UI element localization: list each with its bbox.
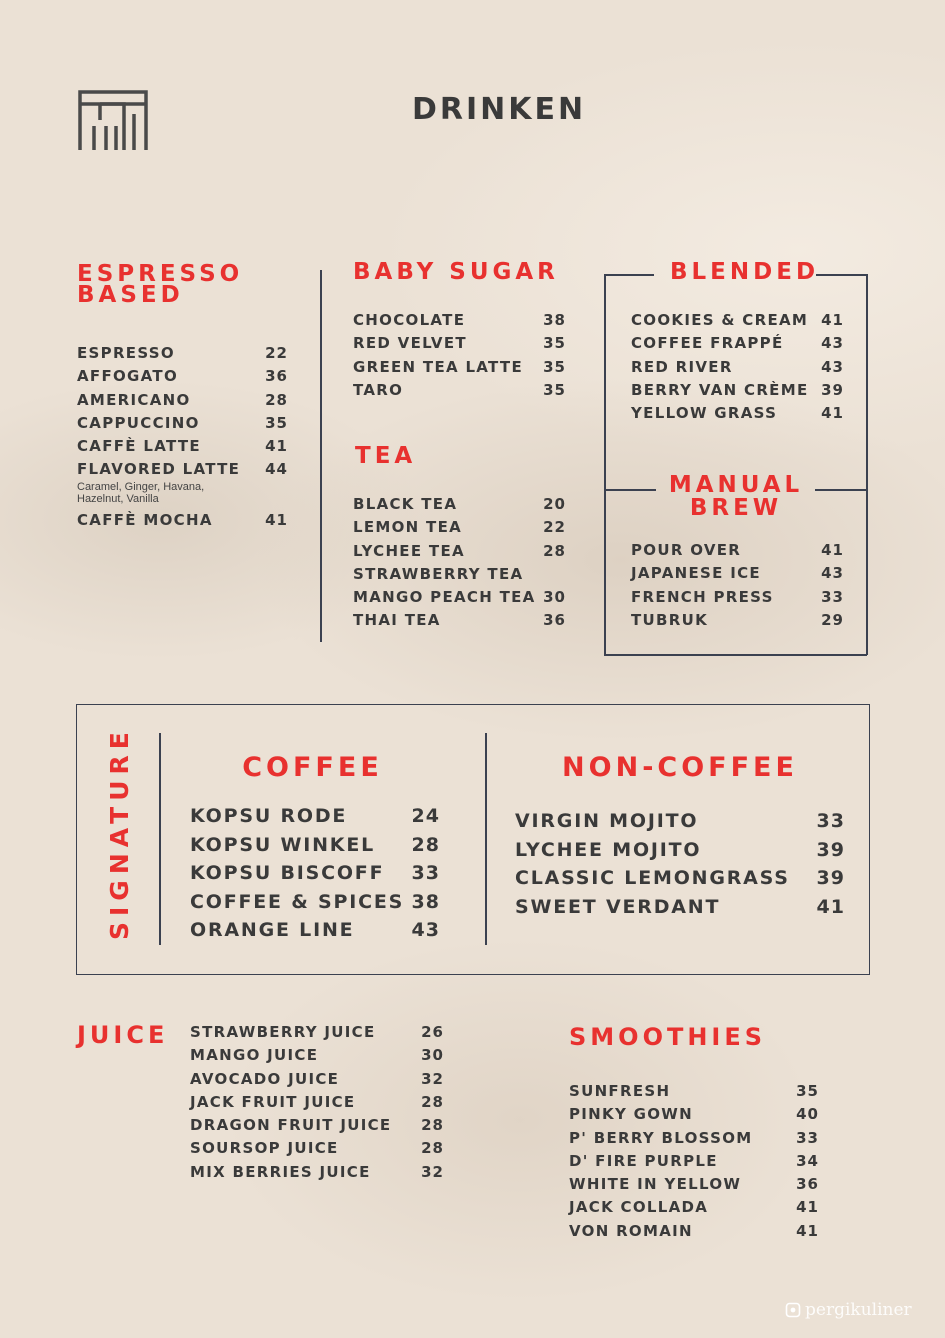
manual-brew-title-line1: MANUAL bbox=[668, 472, 804, 498]
item-name: ORANGE LINE bbox=[190, 919, 355, 941]
baby-sugar-list bbox=[353, 309, 566, 402]
item-price: 36 bbox=[543, 611, 566, 630]
item-price: 33 bbox=[821, 587, 844, 606]
menu-item bbox=[77, 458, 288, 481]
menu-item bbox=[190, 916, 440, 945]
menu-item bbox=[353, 332, 566, 355]
menu-item bbox=[190, 831, 440, 860]
item-name: TUBRUK bbox=[631, 610, 708, 629]
item-name: PINKY GOWN bbox=[569, 1105, 693, 1124]
menu-item bbox=[353, 516, 566, 539]
baby-sugar-title: BABY SUGAR bbox=[353, 259, 559, 285]
item-price: 32 bbox=[421, 1162, 444, 1181]
item-name: P' BERRY BLOSSOM bbox=[569, 1128, 753, 1147]
menu-item bbox=[515, 893, 845, 922]
item-price: 41 bbox=[796, 1198, 819, 1217]
menu-item bbox=[515, 864, 845, 893]
item-name: CLASSIC LEMONGRASS bbox=[515, 867, 790, 889]
item-price: 39 bbox=[821, 380, 844, 399]
item-name: KOPSU RODE bbox=[190, 805, 348, 827]
menu-item bbox=[569, 1150, 819, 1173]
item-price: 38 bbox=[411, 890, 440, 913]
item-price: 28 bbox=[421, 1139, 444, 1158]
item-name: POUR OVER bbox=[631, 541, 742, 559]
smoothies-list bbox=[569, 1080, 819, 1243]
item-price: 30 bbox=[543, 588, 566, 607]
item-name: JACK COLLADA bbox=[569, 1198, 709, 1217]
blended-frame-left bbox=[604, 274, 606, 655]
signature-label: SIGNATURE bbox=[105, 726, 134, 940]
blended-frame-right bbox=[866, 274, 868, 655]
item-price: 44 bbox=[265, 460, 288, 479]
menu-item bbox=[190, 802, 440, 831]
juice-title: JUICE bbox=[77, 1021, 169, 1049]
item-price: 32 bbox=[421, 1069, 444, 1088]
item-price: 35 bbox=[543, 380, 566, 399]
item-price: 33 bbox=[411, 862, 440, 884]
item-name: DRAGON FRUIT JUICE bbox=[190, 1116, 392, 1135]
menu-item bbox=[515, 807, 845, 836]
item-price: 40 bbox=[796, 1105, 819, 1124]
menu-item bbox=[77, 342, 288, 365]
item-price: 33 bbox=[796, 1128, 819, 1147]
menu-item bbox=[190, 1068, 444, 1091]
item-price: 20 bbox=[543, 495, 566, 513]
menu-item bbox=[190, 1021, 444, 1044]
item-name: RED RIVER bbox=[631, 357, 733, 376]
item-price: 35 bbox=[543, 357, 566, 376]
menu-item bbox=[569, 1196, 819, 1219]
menu-item bbox=[631, 586, 844, 609]
item-price: 24 bbox=[411, 805, 440, 827]
tea-list bbox=[353, 493, 566, 633]
item-price: 43 bbox=[821, 564, 844, 583]
flavor-note-line1: Caramel, Ginger, Havana, bbox=[77, 480, 205, 493]
item-price: 41 bbox=[265, 510, 288, 529]
blended-frame-top-right bbox=[816, 274, 867, 276]
manual-brew-divider-right bbox=[815, 489, 867, 491]
menu-item bbox=[631, 309, 844, 332]
item-price: 39 bbox=[816, 838, 845, 861]
item-name: CAFFÈ MOCHA bbox=[77, 510, 213, 529]
menu-item bbox=[515, 836, 845, 865]
espresso-title-line2: BASED bbox=[77, 282, 184, 308]
smoothies-title: SMOOTHIES bbox=[569, 1023, 767, 1051]
item-price: 22 bbox=[543, 518, 566, 537]
menu-item bbox=[569, 1080, 819, 1103]
item-name: SOURSOP JUICE bbox=[190, 1139, 339, 1158]
menu-item bbox=[353, 540, 566, 563]
item-name: COFFEE & SPICES bbox=[190, 890, 405, 913]
item-name: VON ROMAIN bbox=[569, 1221, 693, 1240]
espresso-title-line1: ESPRESSO bbox=[77, 261, 244, 287]
item-name: JACK FRUIT JUICE bbox=[190, 1092, 356, 1111]
item-name: GREEN TEA LATTE bbox=[353, 357, 523, 376]
menu-item bbox=[77, 412, 288, 435]
menu-item bbox=[353, 493, 566, 516]
menu-item bbox=[631, 609, 844, 632]
menu-item bbox=[353, 609, 566, 632]
item-name: RED VELVET bbox=[353, 334, 467, 353]
item-name: FLAVORED LATTE bbox=[77, 460, 241, 479]
signature-coffee-title: COFFEE bbox=[242, 752, 383, 783]
item-name: YELLOW GRASS bbox=[631, 404, 778, 423]
menu-item bbox=[353, 356, 566, 379]
flavor-note bbox=[77, 481, 288, 505]
blended-title: BLENDED bbox=[670, 259, 820, 285]
menu-item bbox=[569, 1173, 819, 1196]
menu-item bbox=[190, 1161, 444, 1184]
menu-item bbox=[77, 435, 288, 458]
menu-item bbox=[353, 309, 566, 332]
signature-non-coffee-list bbox=[515, 807, 845, 921]
menu-item bbox=[353, 586, 566, 609]
item-price: 28 bbox=[411, 833, 440, 856]
item-price: 36 bbox=[796, 1175, 819, 1194]
juice-list bbox=[190, 1021, 444, 1184]
item-price: 28 bbox=[421, 1116, 444, 1135]
column-divider bbox=[320, 270, 322, 642]
blended-frame-top-left bbox=[604, 274, 654, 276]
item-price: 34 bbox=[796, 1151, 819, 1170]
item-name: COOKIES & CREAM bbox=[631, 311, 809, 329]
item-price: 35 bbox=[543, 334, 566, 353]
manual-brew-title bbox=[656, 474, 816, 520]
item-name: BERRY VAN CRÈME bbox=[631, 380, 809, 399]
flavor-note-line2: Hazelnut, Vanilla bbox=[77, 492, 159, 505]
item-name: MIX BERRIES JUICE bbox=[190, 1162, 371, 1181]
item-name: COFFEE FRAPPÉ bbox=[631, 334, 784, 353]
menu-item bbox=[631, 562, 844, 585]
bars-logo-icon bbox=[78, 90, 148, 152]
watermark bbox=[785, 1300, 912, 1320]
espresso-list bbox=[77, 342, 288, 532]
blended-frame-bottom bbox=[604, 654, 867, 656]
item-price: 38 bbox=[543, 311, 566, 329]
item-price: 41 bbox=[265, 437, 288, 456]
menu-item bbox=[569, 1220, 819, 1243]
item-name: KOPSU BISCOFF bbox=[190, 862, 385, 884]
page-title: DRINKEN bbox=[412, 92, 587, 127]
menu-item bbox=[631, 332, 844, 355]
menu-item bbox=[353, 563, 566, 586]
item-name: LYCHEE TEA bbox=[353, 541, 465, 560]
signature-coffee-list bbox=[190, 802, 440, 945]
menu-item bbox=[569, 1127, 819, 1150]
item-price: 28 bbox=[265, 390, 288, 409]
item-name: BLACK TEA bbox=[353, 495, 458, 513]
item-price: 28 bbox=[543, 541, 566, 560]
item-name: SWEET VERDANT bbox=[515, 895, 721, 918]
item-name: LYCHEE MOJITO bbox=[515, 838, 702, 861]
item-price: 43 bbox=[821, 357, 844, 376]
menu-item bbox=[77, 509, 288, 532]
menu-item bbox=[631, 356, 844, 379]
item-price: 41 bbox=[796, 1221, 819, 1240]
item-name: MANGO JUICE bbox=[190, 1046, 319, 1065]
menu-item bbox=[190, 888, 440, 917]
item-price: 43 bbox=[821, 334, 844, 353]
item-price: 41 bbox=[821, 404, 844, 423]
item-price: 28 bbox=[421, 1092, 444, 1111]
item-name: JAPANESE ICE bbox=[631, 564, 761, 583]
item-price: 35 bbox=[265, 413, 288, 432]
item-price: 30 bbox=[421, 1046, 444, 1065]
item-price: 22 bbox=[265, 344, 288, 362]
menu-item bbox=[190, 1137, 444, 1160]
menu-item bbox=[77, 365, 288, 388]
menu-item bbox=[190, 1114, 444, 1137]
menu-item bbox=[631, 402, 844, 425]
signature-divider-left bbox=[159, 733, 161, 945]
item-name: THAI TEA bbox=[353, 611, 441, 630]
item-name: AVOCADO JUICE bbox=[190, 1069, 340, 1088]
item-name: STRAWBERRY JUICE bbox=[190, 1023, 376, 1041]
item-price: 26 bbox=[421, 1023, 444, 1041]
espresso-section-title bbox=[77, 261, 244, 308]
item-name: CAPPUCCINO bbox=[77, 413, 200, 432]
item-price: 36 bbox=[265, 367, 288, 386]
menu-item bbox=[190, 1044, 444, 1067]
item-name: STRAWBERRY TEA bbox=[353, 564, 524, 583]
item-name: MANGO PEACH TEA bbox=[353, 588, 536, 607]
item-name: FRENCH PRESS bbox=[631, 587, 774, 606]
menu-item bbox=[631, 379, 844, 402]
menu-item bbox=[190, 1091, 444, 1114]
menu-item bbox=[77, 389, 288, 412]
item-name: LEMON TEA bbox=[353, 518, 463, 537]
item-price: 41 bbox=[821, 541, 844, 559]
item-name: ESPRESSO bbox=[77, 344, 175, 362]
item-name: CAFFÈ LATTE bbox=[77, 437, 201, 456]
blended-list bbox=[631, 309, 844, 425]
item-price: 33 bbox=[816, 810, 845, 832]
manual-brew-list bbox=[631, 539, 844, 632]
menu-item bbox=[353, 379, 566, 402]
item-name: VIRGIN MOJITO bbox=[515, 810, 699, 832]
item-name: AFFOGATO bbox=[77, 367, 178, 386]
watermark-logo-icon bbox=[785, 1302, 801, 1318]
menu-item bbox=[569, 1103, 819, 1126]
signature-divider-middle bbox=[485, 733, 487, 945]
item-name: WHITE IN YELLOW bbox=[569, 1175, 742, 1194]
item-name: AMERICANO bbox=[77, 390, 191, 409]
item-price: 41 bbox=[816, 895, 845, 918]
item-name: D' FIRE PURPLE bbox=[569, 1151, 718, 1170]
manual-brew-divider-left bbox=[604, 489, 656, 491]
manual-brew-title-line2: BREW bbox=[689, 495, 783, 521]
menu-item bbox=[190, 859, 440, 888]
item-name: SUNFRESH bbox=[569, 1082, 671, 1100]
item-name: CHOCOLATE bbox=[353, 311, 466, 329]
tea-title: TEA bbox=[355, 443, 417, 469]
item-price: 29 bbox=[821, 610, 844, 629]
watermark-text: pergikuliner bbox=[805, 1300, 912, 1320]
item-price: 39 bbox=[816, 867, 845, 889]
item-name: KOPSU WINKEL bbox=[190, 833, 376, 856]
item-price: 43 bbox=[411, 919, 440, 941]
menu-item bbox=[631, 539, 844, 562]
item-name: TARO bbox=[353, 380, 404, 399]
signature-non-coffee-title: NON-COFFEE bbox=[562, 752, 798, 783]
item-price: 35 bbox=[796, 1082, 819, 1100]
item-price: 41 bbox=[821, 311, 844, 329]
